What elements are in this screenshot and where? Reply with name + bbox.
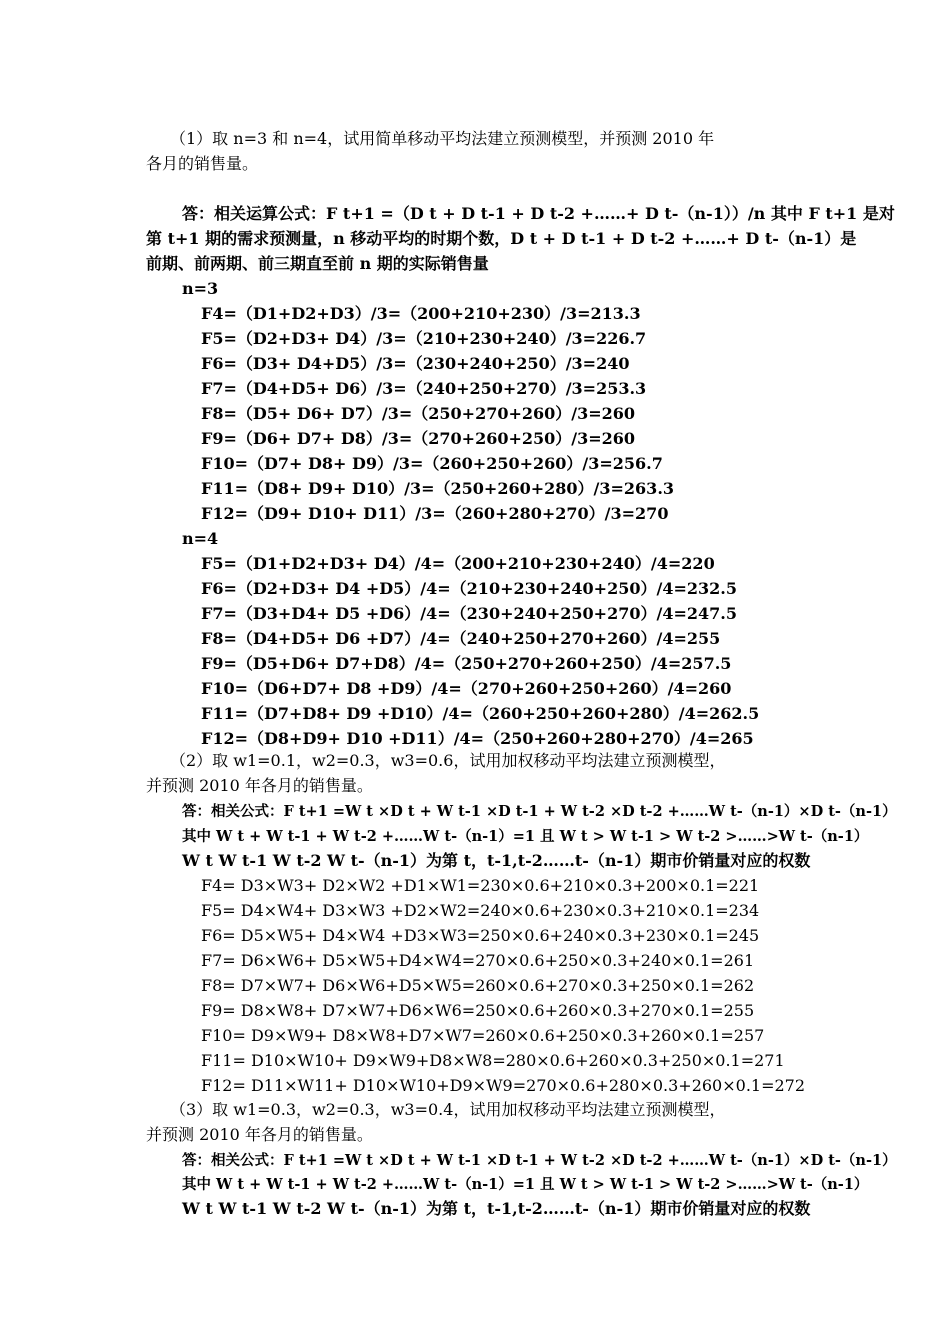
- n3-line-f11: F11=（D8+ D9+ D10）/3=（250+260+280）/3=263.3: [201, 479, 675, 498]
- w-line-f8: F8= D7×W7+ D6×W6+D5×W5=260×0.6+270×0.3+250×0.1=262: [201, 976, 755, 995]
- n4-line-f5: F5=（D1+D2+D3+ D4）/4=（200+210+230+240）/4=220: [201, 554, 715, 573]
- w-line-f11: F11= D10×W10+ D9×W9+D8×W8=280×0.6+260×0.3+250×0.1=271: [201, 1051, 785, 1070]
- n3-line-f5: F5=（D2+D3+ D4）/3=（210+230+240）/3=226.7: [201, 329, 647, 348]
- n4-line-f6: F6=（D2+D3+ D4 +D5）/4=（210+230+240+250）/4=232.5: [201, 579, 737, 598]
- n3-line-f7: F7=（D4+D5+ D6）/3=（240+250+270）/3=253.3: [201, 379, 647, 398]
- n3-label: n=3: [182, 279, 219, 298]
- part2-answer-line1: 答：相关公式：F t+1 =W t ×D t + W t-1 ×D t-1 + W t-2 ×D t-2 +……W t-（n-1）×D t-（n-1）: [182, 803, 897, 820]
- n4-line-f10: F10=（D6+D7+ D8 +D9）/4=（270+260+250+260）/4=260: [201, 679, 732, 698]
- part2-question-line1: （2）取 w1=0.1，w2=0.3，w3=0.6，试用加权移动平均法建立预测模型，: [170, 751, 726, 770]
- w-line-f7: F7= D6×W6+ D5×W5+D4×W4=270×0.6+250×0.3+240×0.1=261: [201, 951, 755, 970]
- n3-line-f4: F4=（D1+D2+D3）/3=（200+210+230）/3=213.3: [201, 304, 641, 323]
- part2-answer-line2: 其中 W t + W t-1 + W t-2 +……W t-（n-1）=1 且 W t > W t-1 > W t-2 >……>W t-（n-1）: [182, 828, 869, 845]
- w-line-f4: F4= D3×W3+ D2×W2 +D1×W1=230×0.6+210×0.3+200×0.1=221: [201, 876, 760, 895]
- part1-answer-line1: 答：相关运算公式：F t+1 =（D t + D t-1 + D t-2 +……+ D t-（n-1））/n 其中 F t+1 是对: [182, 204, 895, 223]
- part3-question-line1: （3）取 w1=0.3，w2=0.3，w3=0.4，试用加权移动平均法建立预测模型，: [170, 1100, 726, 1119]
- part1-answer-line2: 第 t+1 期的需求预测量，n 移动平均的时期个数，D t + D t-1 + D t-2 +……+ D t-（n-1）是: [146, 229, 857, 248]
- n4-line-f12: F12=（D8+D9+ D10 +D11）/4=（250+260+280+270）/4=265: [201, 729, 754, 748]
- n3-line-f12: F12=（D9+ D10+ D11）/3=（260+280+270）/3=270: [201, 504, 669, 523]
- part1-answer-line3: 前期、前两期、前三期直至前 n 期的实际销售量: [146, 254, 489, 273]
- part3-answer-line3: W t W t-1 W t-2 W t-（n-1）为第 t，t-1,t-2……t-（n-1）期市价销量对应的权数: [182, 1199, 811, 1218]
- part3-question-line2: 并预测 2010 年各月的销售量。: [146, 1125, 373, 1144]
- n4-line-f7: F7=（D3+D4+ D5 +D6）/4=（230+240+250+270）/4=247.5: [201, 604, 737, 623]
- part1-question-line2: 各月的销售量。: [146, 154, 259, 173]
- w-line-f6: F6= D5×W5+ D4×W4 +D3×W3=250×0.6+240×0.3+230×0.1=245: [201, 926, 760, 945]
- part2-answer-line3: W t W t-1 W t-2 W t-（n-1）为第 t，t-1,t-2……t-（n-1）期市价销量对应的权数: [182, 851, 811, 870]
- n3-line-f6: F6=（D3+ D4+D5）/3=（230+240+250）/3=240: [201, 354, 630, 373]
- n4-line-f11: F11=（D7+D8+ D9 +D10）/4=（260+250+260+280）/4=262.5: [201, 704, 760, 723]
- n3-line-f10: F10=（D7+ D8+ D9）/3=（260+250+260）/3=256.7: [201, 454, 663, 473]
- w-line-f10: F10= D9×W9+ D8×W8+D7×W7=260×0.6+250×0.3+260×0.1=257: [201, 1026, 765, 1045]
- w-line-f12: F12= D11×W11+ D10×W10+D9×W9=270×0.6+280×0.3+260×0.1=272: [201, 1076, 806, 1095]
- part3-answer-line1: 答：相关公式：F t+1 =W t ×D t + W t-1 ×D t-1 + W t-2 ×D t-2 +……W t-（n-1）×D t-（n-1）: [182, 1152, 897, 1169]
- n3-line-f8: F8=（D5+ D6+ D7）/3=（250+270+260）/3=260: [201, 404, 636, 423]
- part1-question-line1: （1）取 n=3 和 n=4，试用简单移动平均法建立预测模型，并预测 2010 年: [170, 129, 715, 148]
- part3-answer-line2: 其中 W t + W t-1 + W t-2 +……W t-（n-1）=1 且 W t > W t-1 > W t-2 >……>W t-（n-1）: [182, 1176, 869, 1193]
- n4-line-f8: F8=（D4+D5+ D6 +D7）/4=（240+250+270+260）/4=255: [201, 629, 721, 648]
- n4-label: n=4: [182, 529, 219, 548]
- w-line-f9: F9= D8×W8+ D7×W7+D6×W6=250×0.6+260×0.3+270×0.1=255: [201, 1001, 755, 1020]
- n3-line-f9: F9=（D6+ D7+ D8）/3=（270+260+250）/3=260: [201, 429, 636, 448]
- w-line-f5: F5= D4×W4+ D3×W3 +D2×W2=240×0.6+230×0.3+210×0.1=234: [201, 901, 760, 920]
- part2-question-line2: 并预测 2010 年各月的销售量。: [146, 776, 373, 795]
- n4-line-f9: F9=（D5+D6+ D7+D8）/4=（250+270+260+250）/4=257.5: [201, 654, 732, 673]
